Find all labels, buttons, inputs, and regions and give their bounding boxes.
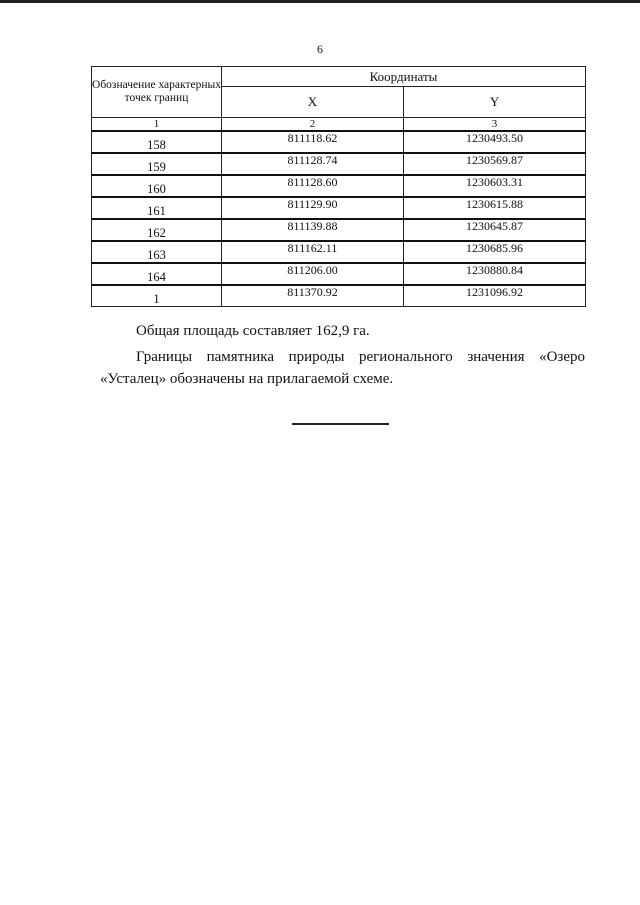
- coordinates-table: [91, 66, 586, 307]
- column-number-row: [92, 118, 586, 132]
- end-divider-line: [292, 423, 389, 425]
- x-cell: 811129.90: [222, 197, 404, 219]
- x-cell: 811206.00: [222, 263, 404, 285]
- point-cell: 1: [92, 285, 222, 307]
- boundaries-paragraph: [100, 346, 585, 390]
- x-cell: 811162.11: [222, 241, 404, 263]
- column-number: 1: [92, 118, 222, 132]
- page-number: 6: [317, 42, 323, 56]
- table-row: [92, 219, 586, 241]
- table-row: [92, 285, 586, 307]
- header-y: Y: [404, 87, 586, 118]
- header-coordinates: Координаты: [222, 67, 586, 87]
- x-cell: 811118.62: [222, 131, 404, 153]
- boundaries-line-2: «Усталец» обозначены на прилагаемой схеме.: [100, 371, 394, 387]
- point-cell: 158: [92, 131, 222, 153]
- y-cell: 1230685.96: [404, 241, 586, 263]
- y-cell: 1230493.50: [404, 131, 586, 153]
- y-cell: 1230569.87: [404, 153, 586, 175]
- point-cell: 161: [92, 197, 222, 219]
- column-number: 2: [222, 118, 404, 132]
- table-row: [92, 131, 586, 153]
- header-x: X: [222, 87, 404, 118]
- top-border-line: [0, 0, 640, 3]
- boundaries-line-1: Границы памятника природы регионального значения «Озеро: [136, 349, 585, 365]
- y-cell: 1231096.92: [404, 285, 586, 307]
- total-area-text: Общая площадь составляет 162,9 га.: [136, 323, 370, 339]
- x-cell: 811128.60: [222, 175, 404, 197]
- table-row: [92, 263, 586, 285]
- table-row: [92, 175, 586, 197]
- table-row: [92, 241, 586, 263]
- x-cell: 811128.74: [222, 153, 404, 175]
- point-cell: 160: [92, 175, 222, 197]
- point-cell: 159: [92, 153, 222, 175]
- y-cell: 1230880.84: [404, 263, 586, 285]
- header-designation: Обозначение характерных точек границ: [92, 67, 222, 118]
- y-cell: 1230615.88: [404, 197, 586, 219]
- column-number: 3: [404, 118, 586, 132]
- x-cell: 811370.92: [222, 285, 404, 307]
- table-row: [92, 153, 586, 175]
- point-cell: 162: [92, 219, 222, 241]
- table-row: [92, 197, 586, 219]
- y-cell: 1230603.31: [404, 175, 586, 197]
- point-cell: 163: [92, 241, 222, 263]
- point-cell: 164: [92, 263, 222, 285]
- x-cell: 811139.88: [222, 219, 404, 241]
- y-cell: 1230645.87: [404, 219, 586, 241]
